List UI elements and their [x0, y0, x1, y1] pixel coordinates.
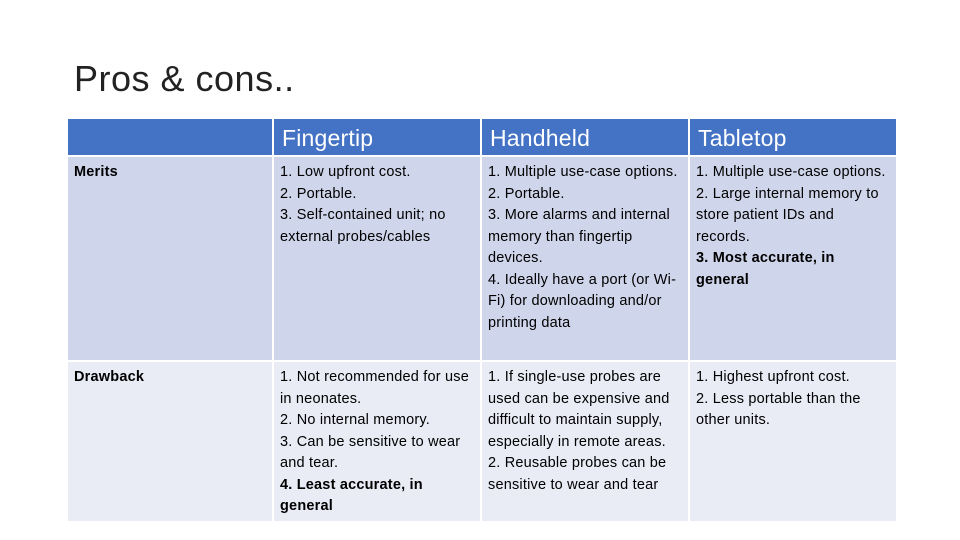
comparison-table — [66, 117, 898, 523]
list-item: 4. Least accurate, in general — [280, 476, 423, 514]
cell-drawback-handheld — [482, 362, 688, 521]
table-header-row — [68, 119, 896, 155]
list-item: 3. More alarms and internal memory than fingertip devices. — [488, 207, 670, 266]
list-item: 1. Not recommended for use in neonates. — [280, 369, 469, 407]
list-item: 2. Reusable probes can be sensitive to wear and tear — [488, 455, 667, 493]
cell-merits-fingertip — [274, 157, 480, 360]
header-handheld: Handheld — [482, 119, 688, 155]
list-item: 1. Multiple use-case options. — [696, 164, 886, 180]
list-item: 2. Large internal memory to store patient IDs and records. — [696, 185, 879, 245]
list-item: 2. Portable. — [488, 185, 565, 202]
list-item: 3. Most accurate, in general — [696, 250, 835, 288]
list-item: 2. Portable. — [280, 185, 357, 202]
row-label-merits: Merits — [68, 157, 272, 360]
header-tabletop: Tabletop — [690, 119, 896, 155]
list-item: 4. Ideally have a port (or Wi-Fi) for downloading and/or printing data — [488, 271, 677, 331]
row-label-drawback: Drawback — [68, 362, 272, 521]
table-row-merits — [68, 157, 896, 360]
list-item: 1. Multiple use-case options. — [488, 164, 678, 180]
list-item: 2. No internal memory. — [280, 412, 430, 428]
header-fingertip: Fingertip — [274, 119, 480, 155]
list-item: 1. If single-use probes are used can be expensive and difficult to maintain supply, especially in remote areas. — [488, 369, 670, 450]
list-item: 1. Low upfront cost. — [280, 164, 411, 180]
cell-drawback-fingertip — [274, 362, 480, 521]
list-item: 3. Self-contained unit; no external probes/cables — [280, 207, 446, 245]
list-item: 1. Highest upfront cost. — [696, 369, 850, 385]
cell-merits-tabletop — [690, 157, 896, 360]
cell-drawback-tabletop — [690, 362, 896, 521]
table-row-drawback — [68, 362, 896, 521]
header-empty — [68, 119, 272, 155]
list-item: 2. Less portable than the other units. — [696, 390, 861, 428]
slide-title: Pros & cons.. — [74, 58, 295, 99]
cell-merits-handheld — [482, 157, 688, 360]
list-item: 3. Can be sensitive to wear and tear. — [280, 433, 461, 471]
